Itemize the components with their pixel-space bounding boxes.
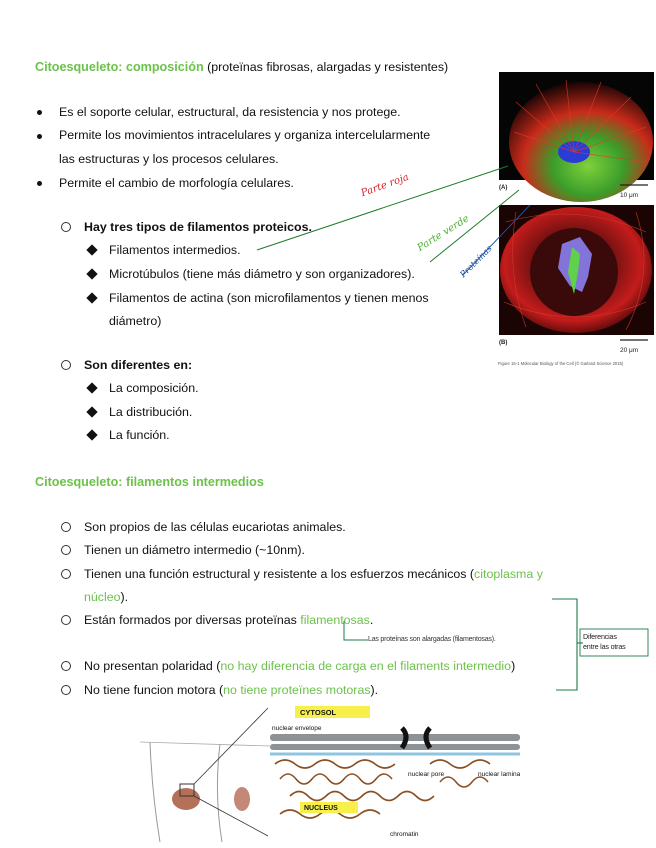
circle-bullet xyxy=(61,661,71,671)
fi-item-cont: núcleo). xyxy=(84,590,129,604)
type-item: Filamentos de actina (son microfilamentos y tienen menos xyxy=(109,291,429,305)
note-small: Las proteínas son alargadas (filamentosas). xyxy=(368,636,496,643)
nucleus-label: NUCLEUS xyxy=(304,805,338,812)
fi-item: Tienen una función estructural y resistente a los esfuerzos mecánicos (citoplasma y xyxy=(84,567,543,581)
type-item: Filamentos intermedios. xyxy=(109,243,241,257)
note-box-text: Diferencias entre las otras xyxy=(583,632,626,651)
nuclear-diagram xyxy=(140,704,520,844)
circle-bullet xyxy=(61,545,71,555)
type-item-cont: diámetro) xyxy=(109,314,162,328)
circle-bullet xyxy=(61,685,71,695)
diff-item: La función. xyxy=(109,428,170,442)
cytosol-label: CYTOSOL xyxy=(300,708,337,717)
bullet-text: las estructuras y los procesos celulares. xyxy=(59,152,279,166)
type-item: Microtúbulos (tiene más diámetro y son organizadores). xyxy=(109,267,415,281)
scale-a: 10 μm xyxy=(620,192,639,199)
handwritten-blue: Proteínas xyxy=(458,243,495,281)
types-heading: Hay tres tipos de filamentos proteicos. xyxy=(84,220,312,234)
handwritten-red: Parte roja xyxy=(359,171,411,200)
fi-item: Son propios de las células eucariotas animales. xyxy=(84,520,346,534)
label-b: (B) xyxy=(499,340,508,346)
fi-item: Están formados por diversas proteïnas filamentosas. xyxy=(84,613,374,627)
section1-subtitle: (proteïnas fibrosas, alargadas y resistentes) xyxy=(207,60,449,74)
chromatin-label: chromatin xyxy=(390,831,419,838)
bullet-text: Es el soporte celular, estructural, da resistencia y nos protege. xyxy=(59,105,401,119)
label-a: (A) xyxy=(499,185,508,191)
section2-title: Citoesqueleto: filamentos intermedios xyxy=(35,475,264,489)
bracket xyxy=(552,599,577,690)
bullet-text: Permite los movimientos intracelulares y organiza intercelularmente xyxy=(59,128,431,142)
outer-membrane xyxy=(270,734,520,741)
fi-item: Tienen un diámetro intermedio (~10nm). xyxy=(84,543,305,557)
nuclear-pore-label: nuclear pore xyxy=(408,771,445,778)
circle-bullet xyxy=(61,522,71,532)
bullet-text: Permite el cambio de morfología celulares. xyxy=(59,176,294,190)
section1-title: Citoesqueleto: composición xyxy=(35,60,204,74)
cell-nucleus-sketch xyxy=(172,788,200,810)
fi-item: No presentan polaridad (no hay diferencia de carga en el filaments intermedio) xyxy=(84,659,516,673)
inner-membrane xyxy=(270,744,520,750)
fi-item: No tiene funcion motora (no tiene proteïnes motoras). xyxy=(84,683,379,697)
nuclear-lamina-label: nuclear lamina xyxy=(478,771,520,778)
annotation-line-green xyxy=(257,166,508,250)
scale-b: 20 μm xyxy=(620,347,639,354)
figure-caption: Figure 16-1 Molecular Biology of the Cell (© Garland Science 2015) xyxy=(498,361,624,366)
diff-item: La composición. xyxy=(109,381,199,395)
nuclear-envelope-label: nuclear envelope xyxy=(272,725,322,732)
diff-heading: Son diferentes en: xyxy=(84,358,193,372)
diff-item: La distribución. xyxy=(109,405,193,419)
handwritten-green: Parte verde xyxy=(415,213,472,254)
circle-bullet xyxy=(61,615,71,625)
circle-bullet xyxy=(61,569,71,579)
